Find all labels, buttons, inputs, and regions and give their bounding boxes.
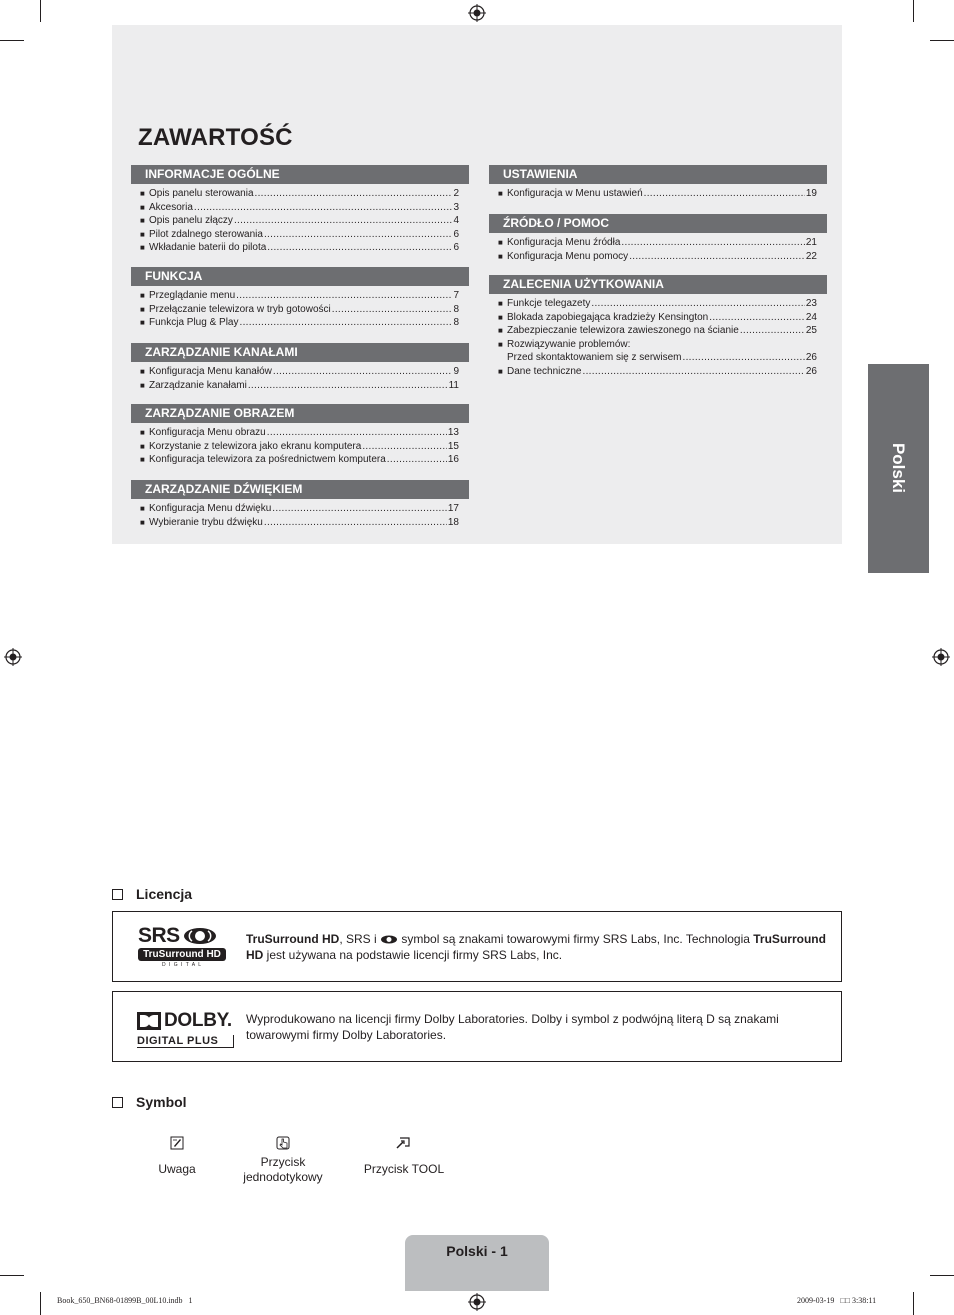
license-heading-text: Licencja — [136, 886, 193, 902]
toc-entry[interactable] — [489, 187, 827, 201]
srs-bold-term: TruSurround HD — [246, 932, 340, 946]
srs-license-text — [246, 931, 838, 963]
toc-entry[interactable] — [489, 365, 827, 379]
toc-entry[interactable] — [131, 516, 469, 530]
toc-entry-page: 4 — [453, 215, 459, 227]
toc-entry-list — [131, 423, 469, 467]
toc-entry-list — [489, 184, 827, 201]
toc-entry-text: Wkładanie baterii do pilota — [149, 242, 267, 254]
toc-dot-leader — [332, 303, 453, 317]
one-touch-label-line: jednodotykowy — [243, 1170, 323, 1184]
toc-dot-leader — [591, 297, 804, 311]
crop-mark — [930, 1275, 954, 1276]
toc-entry-text: Przełączanie telewizora w tryb gotowości — [149, 303, 331, 315]
toc-dot-leader — [255, 187, 453, 201]
toc-entry-text: Dane techniczne — [507, 365, 582, 377]
toc-entry[interactable] — [131, 201, 469, 215]
toc-section-heading: ZALECENIA UŻYTKOWANIA — [489, 275, 827, 294]
registration-mark-icon — [468, 1293, 486, 1311]
toc-entry[interactable] — [131, 303, 469, 317]
toc-section — [489, 165, 827, 201]
toc-entry-page: 18 — [447, 516, 459, 528]
page-number-label: Polski - 1 — [446, 1243, 508, 1259]
toc-entry-text: Konfiguracja w Menu ustawień — [507, 188, 643, 199]
toc-section — [131, 267, 469, 330]
toc-entry[interactable] — [131, 502, 469, 516]
toc-dot-leader — [273, 365, 453, 379]
crop-mark — [913, 1292, 914, 1315]
toc-entry[interactable] — [489, 250, 827, 264]
toc-dot-leader — [362, 440, 447, 454]
toc-entry-page: 6 — [453, 228, 459, 240]
toc-entry-page: 26 — [805, 352, 817, 364]
dolby-logo-subtitle: DIGITAL PLUS — [137, 1035, 234, 1048]
tool-button-icon — [396, 1136, 410, 1150]
note-icon — [170, 1136, 184, 1150]
toc-entry[interactable] — [131, 316, 469, 330]
toc-entry-text: Opis panelu złączy — [149, 215, 233, 227]
toc-entry-page: 9 — [453, 366, 459, 377]
note-symbol-label: Uwaga — [158, 1162, 196, 1176]
dolby-license-box — [112, 991, 842, 1062]
one-touch-button-icon — [276, 1136, 290, 1150]
symbol-heading — [112, 1094, 187, 1110]
toc-entry-page: 6 — [453, 242, 459, 254]
srs-text-part: symbol są znakami towarowymi firmy SRS Labs, Inc. Technologia — [398, 932, 754, 946]
toc-entry-text: Konfiguracja Menu obrazu — [149, 427, 266, 438]
toc-entry-text: Zabezpieczanie telewizora zawieszonego na ścianie — [507, 325, 739, 337]
toc-entry-page: 8 — [453, 303, 459, 315]
toc-entry-page: 16 — [447, 454, 459, 466]
srs-circle-logo-icon — [183, 927, 217, 945]
toc-dot-leader — [264, 228, 452, 242]
square-bullet-icon: ■ — [140, 202, 145, 212]
toc-dot-leader — [240, 316, 453, 330]
square-bullet-icon: ■ — [140, 291, 145, 300]
toc-dot-leader — [740, 324, 805, 338]
toc-entry-list — [131, 286, 469, 330]
square-bullet-icon: ■ — [140, 318, 145, 328]
toc-entry[interactable] — [489, 351, 827, 365]
square-bullet-icon: ■ — [140, 367, 145, 376]
toc-section-heading: ZARZĄDZANIE OBRAZEM — [131, 404, 469, 423]
square-bullet-icon: ■ — [140, 380, 145, 390]
crop-mark — [40, 1292, 41, 1315]
tool-symbol-label: Przycisk TOOL — [363, 1162, 445, 1176]
toc-section-heading: ZARZĄDZANIE DŹWIĘKIEM — [131, 480, 469, 499]
toc-entry-text: Funkcja Plug & Play — [149, 317, 239, 329]
registration-mark-icon — [932, 648, 950, 666]
square-bullet-icon: ■ — [140, 229, 145, 239]
toc-dot-leader — [629, 250, 805, 264]
toc-entry-text: Konfiguracja Menu pomocy — [507, 250, 629, 262]
dolby-license-text: Wyprodukowano na licencji firmy Dolby Laboratories. Dolby i symbol z podwójną literą D są znakami towarowymi firmy Dolby Laboratories. — [246, 1012, 779, 1042]
one-touch-label-line: Przycisk — [260, 1155, 306, 1169]
toc-entry-text: Pilot zdalnego sterowania — [149, 228, 263, 240]
language-side-tab — [868, 364, 929, 573]
toc-section — [131, 480, 469, 529]
toc-entry-page: 3 — [453, 201, 459, 213]
square-bullet-icon: ■ — [140, 504, 145, 513]
registration-mark-icon — [468, 4, 486, 22]
square-bullet-icon: ■ — [140, 216, 145, 226]
crop-mark — [40, 0, 41, 22]
toc-section-heading: ZARZĄDZANIE KANAŁAMI — [131, 343, 469, 362]
print-timestamp: 2009-03-19 □□ 3:38:11 — [797, 1296, 877, 1305]
toc-entry-text: Konfiguracja Menu kanałów — [149, 366, 272, 377]
toc-section-heading: ŹRÓDŁO / POMOC — [489, 214, 827, 233]
square-bullet-icon: ■ — [498, 251, 503, 261]
srs-logo-text: SRS — [138, 924, 180, 947]
dolby-logo — [137, 1010, 235, 1046]
dolby-double-d-icon — [137, 1012, 161, 1030]
dolby-logo-text: DOLBY. — [164, 1010, 232, 1031]
toc-entry-page: 2 — [453, 188, 459, 199]
crop-mark — [913, 0, 914, 22]
toc-entry-page: 11 — [448, 379, 459, 391]
toc-entry[interactable] — [489, 338, 827, 352]
language-side-tab-label: Polski — [889, 442, 908, 494]
toc-dot-leader — [264, 516, 447, 530]
square-bullet-icon: ■ — [140, 243, 145, 253]
crop-mark — [0, 1275, 24, 1276]
toc-entry[interactable] — [131, 440, 469, 454]
toc-dot-leader — [236, 289, 452, 303]
srs-logo-subtitle: TruSurround HD — [138, 948, 226, 961]
toc-entry-page: 8 — [453, 317, 459, 329]
srs-logo-digital: D I G I T A L — [161, 962, 203, 968]
toc-entry-page: 13 — [447, 427, 459, 438]
toc-entry-text: Rozwiązywanie problemów: — [507, 338, 631, 350]
toc-entry[interactable] — [131, 187, 469, 201]
toc-entry-list — [131, 184, 469, 255]
toc-section — [131, 165, 469, 255]
toc-dot-leader — [248, 379, 448, 393]
square-bullet-icon: ■ — [140, 428, 145, 437]
one-touch-symbol-label — [232, 1155, 334, 1185]
toc-entry[interactable] — [131, 241, 469, 255]
toc-entry-page: 23 — [805, 298, 817, 309]
toc-entry-text: Przed skontaktowaniem się z serwisem — [507, 352, 682, 364]
toc-dot-leader — [683, 351, 805, 365]
toc-entry-text: Akcesoria — [149, 201, 193, 213]
toc-entry-text: Przeglądanie menu — [149, 290, 236, 301]
toc-entry-list — [131, 362, 469, 392]
toc-entry-list — [131, 499, 469, 529]
toc-entry[interactable] — [489, 297, 827, 311]
toc-entry-page: 19 — [805, 188, 817, 199]
toc-section-heading: INFORMACJE OGÓLNE — [131, 165, 469, 184]
toc-entry-page: 17 — [447, 503, 459, 514]
toc-entry-text: Opis panelu sterowania — [149, 188, 254, 199]
toc-entry[interactable] — [489, 324, 827, 338]
toc-dot-leader — [387, 453, 447, 467]
toc-entry[interactable] — [131, 228, 469, 242]
checkbox-bullet-icon — [112, 889, 123, 900]
toc-entry-text: Zarządzanie kanałami — [149, 379, 247, 391]
toc-entry[interactable] — [131, 426, 469, 440]
toc-dot-leader — [234, 214, 453, 228]
toc-section-heading: USTAWIENIA — [489, 165, 827, 184]
toc-section — [131, 404, 469, 467]
checkbox-bullet-icon — [112, 1097, 123, 1108]
toc-entry-page: 24 — [805, 311, 817, 323]
square-bullet-icon: ■ — [498, 326, 503, 336]
toc-entry-text: Korzystanie z telewizora jako ekranu komputera — [149, 440, 362, 452]
toc-entry[interactable] — [131, 379, 469, 393]
toc-section — [489, 214, 827, 263]
toc-entry-list — [489, 294, 827, 379]
toc-entry-text: Blokada zapobiegająca kradzieży Kensington — [507, 311, 709, 323]
toc-entry-list — [489, 233, 827, 263]
file-slug: Book_650_BN68-01899B_00L10.indb 1 — [57, 1296, 193, 1305]
square-bullet-icon: ■ — [498, 238, 503, 247]
symbol-heading-text: Symbol — [136, 1094, 187, 1110]
toc-dot-leader — [267, 241, 452, 255]
toc-entry[interactable] — [489, 236, 827, 250]
toc-dot-leader — [583, 365, 805, 379]
toc-dot-leader — [644, 187, 805, 201]
square-bullet-icon: ■ — [140, 455, 145, 465]
toc-entry[interactable] — [131, 453, 469, 467]
toc-dot-leader — [709, 311, 805, 325]
square-bullet-icon: ■ — [140, 441, 145, 451]
toc-dot-leader — [194, 201, 453, 215]
srs-logo — [138, 925, 228, 969]
square-bullet-icon: ■ — [140, 304, 145, 314]
toc-entry-page: 21 — [805, 237, 817, 248]
toc-entry[interactable] — [489, 311, 827, 325]
square-bullet-icon: ■ — [498, 339, 503, 349]
toc-entry-page: 22 — [805, 250, 817, 262]
toc-entry-page: 26 — [805, 365, 817, 377]
toc-entry[interactable] — [131, 365, 469, 379]
srs-license-box — [112, 911, 842, 982]
toc-entry[interactable] — [131, 214, 469, 228]
toc-entry-text: Funkcje telegazety — [507, 298, 591, 309]
square-bullet-icon: ■ — [498, 312, 503, 322]
toc-entry-text: Wybieranie trybu dźwięku — [149, 516, 263, 528]
crop-mark — [930, 40, 954, 41]
square-bullet-icon: ■ — [140, 189, 145, 198]
toc-entry[interactable] — [131, 289, 469, 303]
toc-section — [131, 343, 469, 392]
toc-entry-text: Konfiguracja Menu źródła — [507, 237, 621, 248]
page-number-tab — [405, 1235, 549, 1291]
toc-entry-page: 7 — [453, 290, 459, 301]
toc-entry-page: 15 — [447, 440, 459, 452]
srs-inline-symbol-icon — [380, 935, 398, 944]
square-bullet-icon: ■ — [498, 366, 503, 376]
square-bullet-icon: ■ — [498, 189, 503, 198]
toc-dot-leader — [272, 502, 447, 516]
toc-section-heading: FUNKCJA — [131, 267, 469, 286]
registration-mark-icon — [4, 648, 22, 666]
square-bullet-icon: ■ — [140, 517, 145, 527]
toc-dot-leader — [267, 426, 447, 440]
srs-text-part: , SRS i — [339, 932, 381, 946]
toc-entry-text: Konfiguracja Menu dźwięku — [149, 503, 272, 514]
square-bullet-icon: ■ — [498, 299, 503, 308]
toc-entry-text: Konfiguracja telewizora za pośrednictwem komputera — [149, 454, 386, 466]
page-title: ZAWARTOŚĆ — [138, 124, 293, 151]
crop-mark — [0, 40, 24, 41]
toc-section — [489, 275, 827, 379]
toc-dot-leader — [621, 236, 804, 250]
license-heading — [112, 886, 192, 902]
srs-bold-term: TruSurround HD — [246, 932, 826, 962]
srs-text-part: jest używana na podstawie licencji firmy SRS Labs, Inc. — [263, 948, 563, 962]
toc-entry-page: 25 — [805, 325, 817, 337]
